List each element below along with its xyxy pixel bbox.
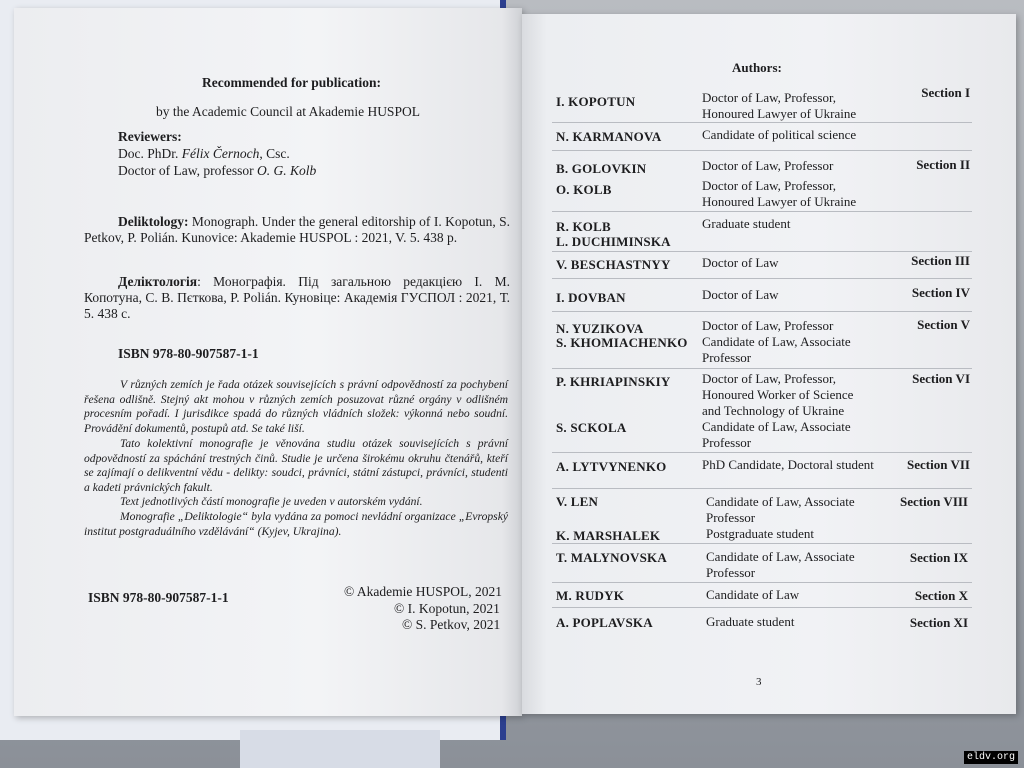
author-name: S. KHOMIACHENKO [556,335,688,350]
english-bibliographic-entry [84,214,510,246]
author-section: Section X [914,588,968,603]
author-name: T. MALYNOVSKA [556,550,667,565]
author-name: N. KARMANOVA [556,129,662,144]
author-description: Doctor of Law, Professor, Honoured Lawyer of Ukraine [702,90,857,121]
author-section: Section IX [909,550,968,565]
czech-paragraph-1: V různých zemích je řada otázek souvisejících s právní odpovědností za pochybení řešena odlišně. Stejný akt mohou v různých zemích posuzovat různé orgány v odlišném procesním pořadí. I jurisdikce spadá do různých vládních složek: výkonná nebo soudní. Provádění dokumentů, postupů atd. Se také liší. [84,378,508,435]
isbn-bottom: ISBN 978-80-907587-1-1 [88,590,229,605]
author-description: Candidate of political science [702,127,857,142]
row-divider [552,278,972,279]
author-section: Section II [916,157,970,172]
author-section: Section V [917,317,970,332]
author-section: Section IV [911,285,970,300]
author-name: A. LYTVYNENKO [556,459,667,474]
copyright-petkov: © S. Petkov, 2021 [402,617,501,632]
ukrainian-bibliographic-entry [84,274,510,322]
author-name: B. GOLOVKIN [556,161,647,176]
author-description: Doctor of Law [702,287,779,302]
author-description: Candidate of Law, Associate Professor [702,334,851,365]
recommended-title: Recommended for publication: [202,75,381,90]
row-divider [552,122,972,123]
row-divider [552,150,972,151]
english-title: Deliktology: [118,214,189,229]
author-description: Candidate of Law [706,587,800,602]
row-divider [552,211,972,212]
author-section: Section I [921,85,970,100]
reviewers-label: Reviewers: [118,129,182,144]
ukrainian-title: Деліктологія [118,274,198,289]
author-name: I. KOPOTUN [556,94,636,109]
author-section: Section VIII [899,494,968,509]
czech-paragraph-4: Monografie „Deliktologie“ byla vydána za pomoci nevládní organizace „Evropský institut postgraduálního vzdělávání“ (Kyjev, Ukrajina). [84,510,508,538]
row-divider [552,488,972,489]
page-number: 3 [756,676,762,688]
bottom-object [240,730,440,768]
row-divider [552,543,972,544]
author-description: Postgraduate student [706,526,814,541]
czech-paragraph-2: Tato kolektivní monografie je věnována studiu otázek souvisejících s právní odpovědností za spáchání trestných činů. Studie je určena širokému okruhu čtenářů, kteří se zajímají o delikventní vědu - delikty: soudci, právníci, státní zástupci, právníci, studenti a kadeti právnických fakult. [84,437,508,494]
author-name: I. DOVBAN [556,290,626,305]
author-name: V. BESCHASTNYY [556,257,671,272]
reviewer-1-prefix: Doc. PhDr. [118,146,182,161]
row-divider [552,251,972,252]
author-section: Section VII [907,457,970,472]
author-description: Doctor of Law [702,255,779,270]
author-name: N. YUZIKOVA [556,321,644,336]
isbn-center: ISBN 978-80-907587-1-1 [118,346,259,361]
author-section: Section XI [909,615,968,630]
reviewer-1-suffix: , Csc. [259,146,290,161]
english-body: Monograph. Under the general editorship of I. Kopotun, S. Petkov, P. Polián. Kunovice: Akademie HUSPOL : 2021, V. 5. 438 p. [84,214,510,245]
author-name: K. MARSHALEK [556,528,661,543]
author-description: Graduate student [706,614,795,629]
author-description: PhD Candidate, Doctoral student [702,457,874,472]
author-name: S. SCKOLA [556,420,627,435]
row-divider [552,311,972,312]
row-divider [552,582,972,583]
author-description: Doctor of Law, Professor, Honoured Worker of Science and Technology of Ukraine [702,371,854,418]
row-divider [552,607,972,608]
author-description: Candidate of Law, Associate Professor [706,494,855,525]
row-divider [552,368,972,369]
author-description: Doctor of Law, Professor, Honoured Lawyer of Ukraine [702,178,857,209]
authors-title: Authors: [732,60,782,75]
reviewer-1 [118,146,290,162]
site-watermark: eldv.org [964,751,1018,764]
czech-paragraph-3: Text jednotlivých částí monografie je uveden v autorském vydání. [120,495,423,508]
author-name: A. POPLAVSKA [556,615,653,630]
council-line: by the Academic Council at Akademie HUSPOL [156,104,420,119]
row-divider [552,452,972,453]
reviewer-2 [118,163,316,179]
author-name: L. DUCHIMINSKA [556,234,671,249]
reviewer-2-name: O. G. Kolb [256,163,317,178]
copyright-huspol: © Akademie HUSPOL, 2021 [344,584,502,599]
author-section: Section III [911,253,970,268]
author-description: Graduate student [702,216,791,231]
author-section: Section VI [912,371,970,386]
author-name: O. KOLB [556,182,612,197]
author-description: Candidate of Law, Associate Professor [706,549,855,580]
ukrainian-body: : Монографія. Під загальною редакцією І. М. Копотуна, С. В. Пєткова, P. Polián. Куновіце: Академія ГУСПОЛ : 2021, Т. 5. 438 с. [84,274,510,321]
author-description: Doctor of Law, Professor [702,158,834,173]
reviewer-2-prefix: Doctor of Law, professor [118,163,257,178]
reviewer-1-name: Félix Černoch [181,146,260,161]
author-name: P. KHRIAPINSKIY [556,374,671,389]
author-name: R. KOLB [556,219,611,234]
copyright-kopotun: © I. Kopotun, 2021 [394,601,500,616]
author-name: V. LEN [556,494,599,509]
author-description: Doctor of Law, Professor [702,318,834,333]
author-description: Candidate of Law, Associate Professor [702,419,851,450]
author-name: M. RUDYK [556,588,625,603]
